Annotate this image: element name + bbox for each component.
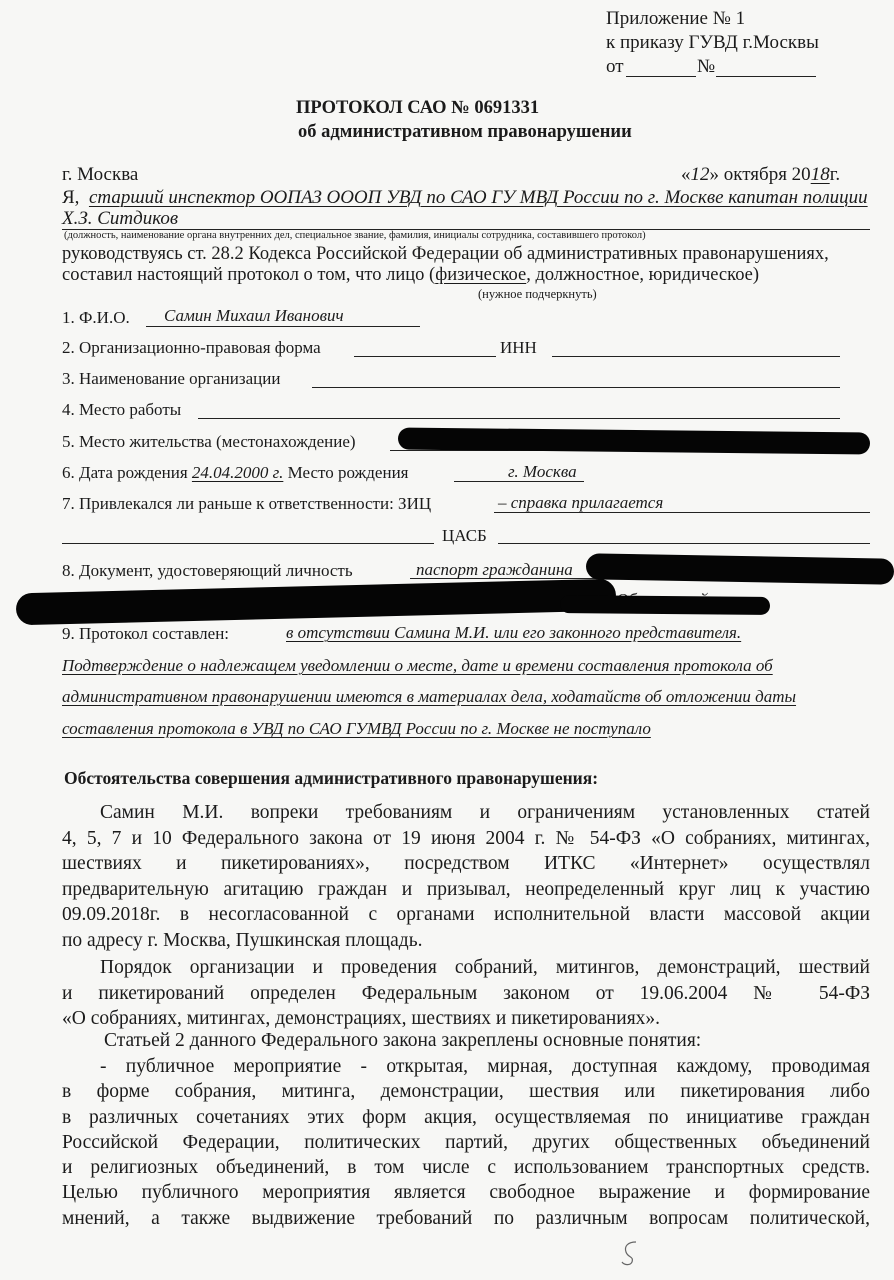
- person-type-selected: физическое: [435, 265, 527, 285]
- protocol-date: [681, 164, 840, 186]
- field-9-value-3: административном правонарушении имеются в материалах дела, ходатайств об отложении даты: [62, 687, 797, 706]
- birth-date-value: 24.04.2000 г.: [191, 463, 284, 482]
- appendix-label: Приложение № 1: [606, 8, 746, 29]
- p1-line-2: шествиях и пикетированиях», посредством ИТКС «Интернет» осуществлял: [62, 853, 870, 874]
- field-7-label: 7. Привлекался ли раньше к ответственности: ЗИЦ: [62, 494, 432, 513]
- field-3-line: [312, 387, 840, 388]
- p4-line-3: Российской Федерации, политических партий, других общественных объединений: [62, 1131, 870, 1153]
- intro-caption: (нужное подчеркнуть): [478, 287, 597, 301]
- p1-line-0: Самин М.И. вопреки требованиям и ограничениям установленных статей: [100, 802, 870, 823]
- field-2-inn-line: [552, 356, 840, 357]
- order-date-line: [626, 76, 696, 77]
- field-8-label: 8. Документ, удостоверяющий личность: [62, 561, 353, 580]
- date-quote-close: »: [709, 164, 719, 185]
- redaction-passport-3: [560, 595, 770, 615]
- field-9-value-4: составления протокола в УВД по САО ГУМВД России по г. Москве не поступало: [62, 719, 651, 738]
- field-7-casb-line: [498, 543, 870, 544]
- field-7-line-2: [62, 543, 434, 544]
- field-9-label: 9. Протокол составлен:: [62, 624, 230, 643]
- field-5-label: 5. Место жительства (местонахождение): [62, 432, 356, 451]
- intro-text-c: , должностное, юридическое): [526, 265, 760, 285]
- p1-line-4: 09.09.2018г. в несогласованной с органами исполнительной власти массовой акции: [62, 904, 870, 925]
- place-label: г. Москва: [62, 164, 139, 185]
- officer-prefix: Я,: [62, 187, 80, 208]
- intro-line-1: руководствуясь ст. 28.2 Кодекса Российской Федерации об административных правонарушениях,: [62, 244, 829, 264]
- field-1-label: 1. Ф.И.О.: [62, 308, 130, 327]
- order-number-line: [716, 76, 816, 77]
- p4-line-1: в форме собрания, митинга, демонстрации, шествия или пикетирования либо: [62, 1081, 870, 1103]
- field-8-value: паспорт гражданина: [416, 560, 573, 579]
- p4-line-0: - публичное мероприятие - открытая, мирная, доступная каждому, проводимая: [100, 1056, 870, 1077]
- field-9-value-1: в отсутствии Самина М.И. или его законного представителя.: [286, 623, 742, 642]
- officer-name: Х.З. Ситдиков: [62, 208, 179, 229]
- officer-position: старший инспектор ООПАЗ ОООП УВД по САО ГУ МВД России по г. Москве капитан полиции: [88, 187, 868, 208]
- order-from-label: от: [606, 56, 624, 77]
- field-6-label: 6. Дата рождения: [62, 463, 188, 482]
- redaction-passport-2: [16, 579, 617, 626]
- p4-line-2: в различных сочетаниях этих форм акция, осуществляемая по инициативе граждан: [62, 1106, 870, 1128]
- handwritten-mark-icon: [616, 1238, 644, 1268]
- intro-line-2: [62, 265, 759, 286]
- p4-line-4: и религиозных объединений, в том числе с использованием транспортных средств.: [62, 1157, 870, 1179]
- p1-line-1: 4, 5, 7 и 10 Федерального закона от 19 июня 2004 г. № 54-ФЗ «О собраниях, митингах,: [62, 827, 870, 849]
- circumstances-paragraph-2: [62, 955, 870, 1032]
- intro-text-a: составил настоящий протокол о том, что лицо (: [62, 265, 436, 285]
- field-2-inn: ИНН: [500, 338, 537, 357]
- p4-line-5: Целью публичного мероприятия является свободное выражение и формирование: [62, 1182, 870, 1204]
- date-day: 12: [690, 164, 710, 185]
- p4-line-6: мнений, а также выдвижение требований по различным вопросам политической,: [62, 1207, 870, 1229]
- order-label: к приказу ГУВД г.Москвы: [606, 32, 819, 53]
- field-6: [62, 463, 409, 483]
- p2-line-1: и пикетирований определен Федеральным законом от 19.06.2004 № 54-ФЗ: [62, 982, 870, 1004]
- date-month: октября 20: [723, 164, 811, 185]
- redaction-passport-1: [586, 553, 894, 584]
- officer-line: [62, 187, 868, 209]
- field-7-value: – справка прилагается: [498, 493, 664, 512]
- field-2-line: [354, 356, 496, 357]
- circumstances-heading: Обстоятельства совершения административного правонарушения:: [64, 768, 599, 788]
- date-quote-open: «: [681, 164, 691, 185]
- p1-line-5: по адресу г. Москва, Пушкинская площадь.: [62, 929, 423, 951]
- officer-caption: (должность, наименование органа внутренних дел, специальное звание, фамилия, инициалы сотрудника, составившего протокол): [64, 230, 646, 241]
- field-2-label: 2. Организационно-правовая форма: [62, 338, 321, 357]
- field-1-value: Самин Михаил Иванович: [164, 306, 344, 325]
- protocol-title: ПРОТОКОЛ САО № 0691331: [296, 98, 540, 118]
- order-number-label: №: [697, 56, 716, 77]
- date-suffix: г.: [829, 164, 841, 185]
- circumstances-paragraph-3: Статьей 2 данного Федерального закона закреплены основные понятия:: [104, 1030, 702, 1051]
- field-4-label: 4. Место работы: [62, 400, 182, 419]
- protocol-subtitle: об административном правонарушении: [298, 122, 632, 142]
- field-9-value-2: Подтверждение о надлежащем уведомлении о месте, дате и времени составления протокола об: [62, 656, 773, 675]
- date-year: 18: [810, 164, 830, 185]
- circumstances-paragraph-1: [62, 800, 870, 953]
- birth-place-label: Место рождения: [287, 463, 409, 482]
- field-7-casb: ЦАСБ: [442, 526, 487, 545]
- field-1-line: [146, 326, 420, 327]
- circumstances-paragraph-4: [62, 1054, 870, 1231]
- field-3-label: 3. Наименование организации: [62, 369, 281, 388]
- birth-place-value: г. Москва: [508, 462, 577, 481]
- p1-line-3: предварительную агитацию граждан и призывал, неопределенный круг лиц к участию: [62, 878, 870, 900]
- field-4-line: [198, 418, 840, 419]
- p2-line-2: «О собраниях, митингах, демонстрациях, шествиях и пикетированиях».: [62, 1008, 661, 1029]
- p2-line-0: Порядок организации и проведения собраний, митингов, демонстраций, шествий: [100, 957, 870, 978]
